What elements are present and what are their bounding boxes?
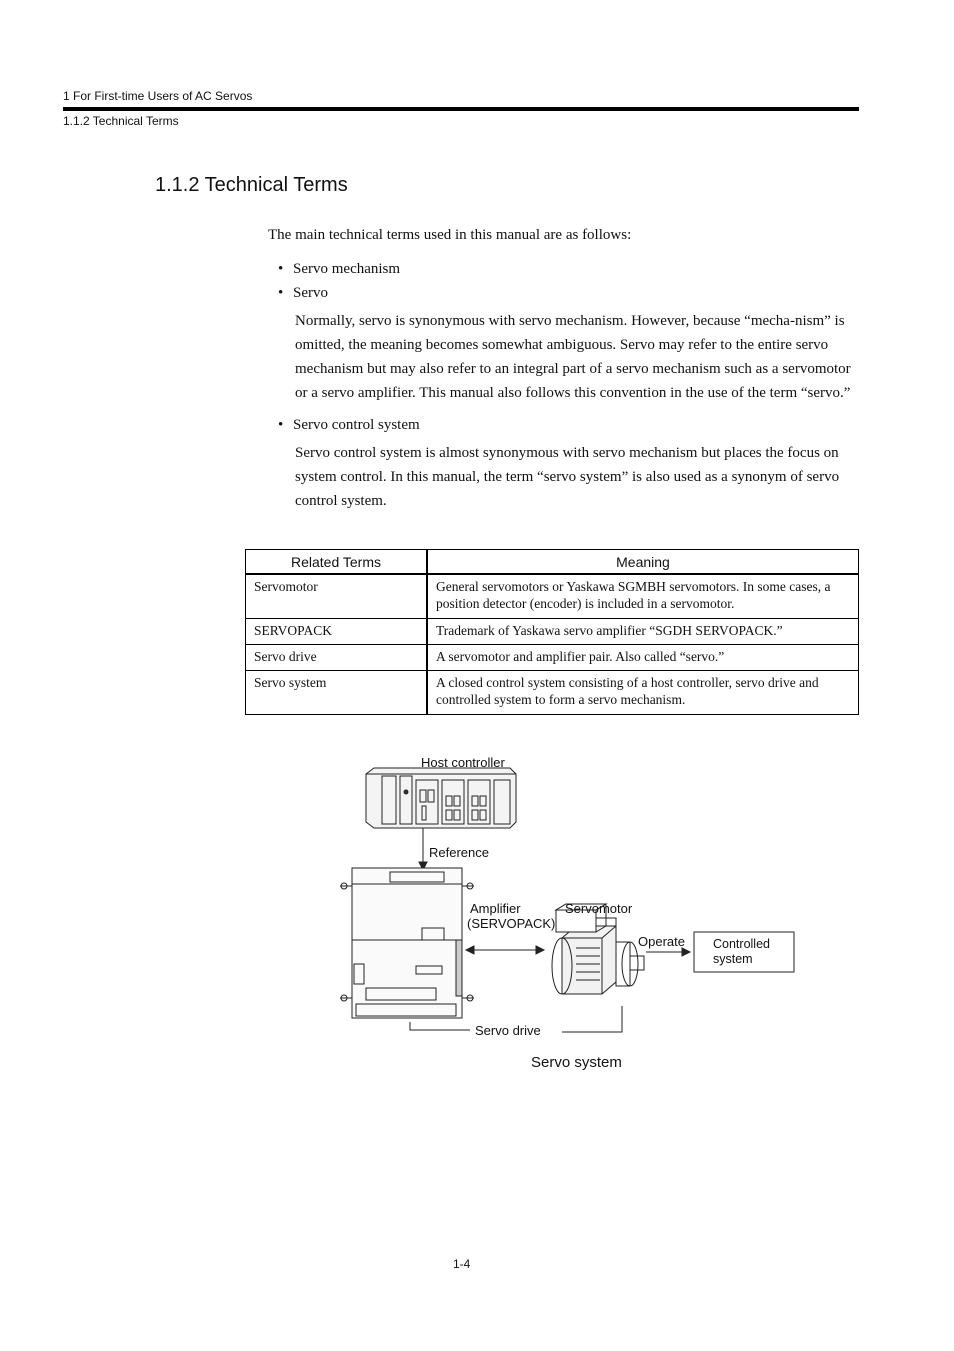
header-rule — [63, 107, 859, 111]
label-servo-drive: Servo drive — [475, 1023, 541, 1038]
label-operate: Operate — [638, 934, 685, 949]
intro-paragraph: The main technical terms used in this manual are as follows: — [268, 227, 632, 243]
label-controlled: Controlled — [713, 937, 770, 951]
meaning-cell: General servomotors or Yaskawa SGMBH servomotors. In some cases, a position detector (encoder) is included in a servomotor. — [427, 574, 859, 619]
servo-system-diagram — [330, 750, 810, 1050]
servomotor-illustration — [552, 904, 644, 994]
figure-caption: Servo system — [531, 1054, 622, 1071]
term-cell: SERVOPACK — [246, 619, 428, 645]
page-number: 1-4 — [453, 1257, 471, 1271]
column-header: Meaning — [427, 550, 859, 575]
table-header-row — [246, 550, 859, 575]
label-reference: Reference — [429, 845, 489, 860]
bullet-dot: • — [278, 285, 284, 301]
body-text — [268, 223, 860, 513]
running-header-section: 1.1.2 Technical Terms — [63, 114, 179, 128]
servopack-illustration — [340, 868, 474, 1018]
bullet-dot: • — [278, 261, 284, 277]
table-row — [246, 671, 859, 715]
bullet-dot: • — [278, 417, 284, 433]
table-row — [246, 574, 859, 619]
label-servopack: (SERVOPACK) — [467, 916, 556, 931]
bullet-description: Servo control system is almost synonymous with servo mechanism but places the focus on system control. In this manual, the term “servo system” is also used as a synonym of servo control system. — [295, 445, 840, 509]
label-amplifier: Amplifier — [470, 901, 521, 916]
bullet-item — [268, 413, 860, 437]
page-title: 1.1.2 Technical Terms — [155, 174, 348, 196]
meaning-cell: A closed control system consisting of a host controller, servo drive and controlled system to form a servo mechanism. — [427, 671, 859, 715]
table-row — [246, 645, 859, 671]
meaning-cell: Trademark of Yaskawa servo amplifier “SGDH SERVOPACK.” — [427, 619, 859, 645]
related-terms-table — [245, 549, 859, 715]
bullet-term: Servo mechanism — [293, 261, 401, 277]
term-cell: Servomotor — [246, 574, 428, 619]
bullet-term: Servo — [293, 285, 328, 301]
bullet-item — [268, 281, 860, 305]
host-controller-illustration — [366, 768, 516, 828]
bullet-description: Normally, servo is synonymous with servo mechanism. However, because “mecha-nism” is omitted, the meaning becomes somewhat ambiguous. Servo may refer to the entire servo mechanism but may also refer to an integral part of a servo mechanism such as a servomotor or a servo amplifier. This manual also follows this convention in the use of the term “servo.” — [295, 313, 851, 401]
meaning-cell: A servomotor and amplifier pair. Also called “servo.” — [427, 645, 859, 671]
diagram-graphics — [330, 750, 810, 1050]
bullet-term: Servo control system — [293, 417, 420, 433]
column-header: Related Terms — [246, 550, 428, 575]
table-row — [246, 619, 859, 645]
running-header-chapter: 1 For First-time Users of AC Servos — [63, 89, 253, 103]
label-host-controller: Host controller — [421, 755, 505, 770]
term-cell: Servo system — [246, 671, 428, 715]
term-cell: Servo drive — [246, 645, 428, 671]
label-system: system — [713, 952, 753, 966]
label-servomotor: Servomotor — [565, 901, 633, 916]
bullet-item — [268, 257, 860, 281]
